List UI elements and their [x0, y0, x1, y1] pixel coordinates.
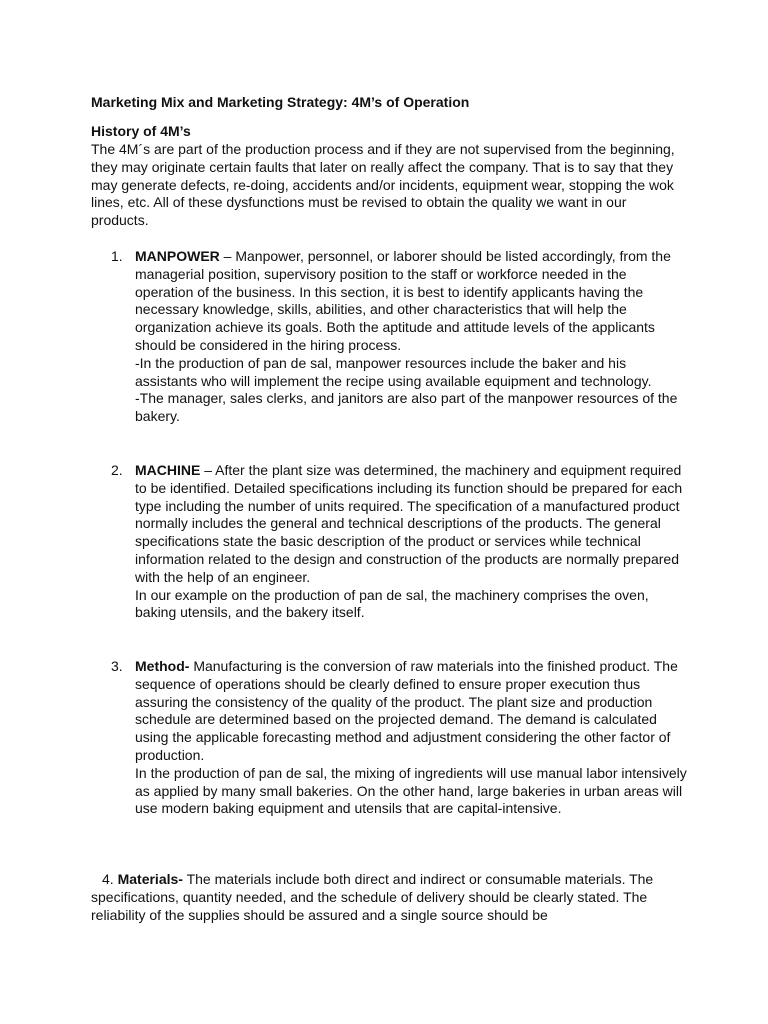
list-item-body: The materials include both direct and indirect or consumable materials. The specifications, quantity needed, and the schedule of delivery should be clearly stated. The reliability of the supplies should be assured and a single source should be	[91, 871, 654, 923]
list-item-body: – Manpower, personnel, or laborer should be listed accordingly, from the managerial position, supervisory position to the staff or workforce needed in the operation of the business. In this section, it is best to identify applicants having the necessary knowledge, skills, abilities, and other characteristics that will help the organization achieve its goals. Both the aptitude and attitude levels of the applicants should be considered in the hiring process.	[135, 248, 671, 353]
list-item-note: In our example on the production of pan de sal, the machinery comprises the oven, baking utensils, and the bakery itself.	[135, 586, 649, 621]
list-item-text	[135, 248, 687, 355]
list-item-number: 3.	[111, 658, 123, 674]
list-item-manpower	[111, 248, 687, 426]
page-title: Marketing Mix and Marketing Strategy: 4M’s of Operation	[91, 94, 470, 110]
list-item-number: 1.	[111, 248, 123, 264]
list-item-machine	[111, 462, 687, 622]
list-item-body: Manufacturing is the conversion of raw materials into the finished product. The sequence of operations should be clearly defined to ensure proper execution thus assuring the consistency of the quality of the product. The plant size and production schedule are determined based on the projected demand. The demand is calculated using the applicable forecasting method and adjustment considering the other factor of production.	[135, 658, 678, 763]
section-heading-history: History of 4M’s	[91, 123, 191, 139]
intro-paragraph: The 4M´s are part of the production process and if they are not supervised from the beginning, they may originate certain faults that later on really affect the company. That is to say that they may generate defects, re-doing, accidents and/or incidents, equipment wear, stopping the wok lines, etc. All of these dysfunctions must be revised to obtain the quality we want in our products.	[91, 141, 675, 229]
list-item-body: – After the plant size was determined, the machinery and equipment required to be identified. Detailed specifications including its function should be prepared for each type including the number of units required. The specification of a manufactured product normally includes the general and technical descriptions of the products. The general specifications state the basic description of the product or services while technical information related to the design and construction of the products are normally prepared with the help of an engineer.	[135, 462, 683, 585]
list-item-text	[135, 658, 687, 765]
list-item-term: Method-	[135, 658, 190, 674]
list-item-number: 2.	[111, 462, 123, 478]
list-item-note: -In the production of pan de sal, manpower resources include the baker and his assistants who will implement the recipe using available equipment and technology.	[135, 354, 652, 389]
list-item-note: In the production of pan de sal, the mixing of ingredients will use manual labor intensively as applied by many small bakeries. On the other hand, large bakeries in urban areas will use modern baking equipment and utensils that are capital-intensive.	[135, 764, 687, 817]
list-item-note: -The manager, sales clerks, and janitors are also part of the manpower resources of the bakery.	[135, 390, 678, 425]
list-item-materials	[91, 871, 675, 924]
list-item-text	[135, 462, 687, 587]
list-item-term: MACHINE	[135, 462, 201, 478]
list-item-term: Materials-	[117, 871, 183, 887]
list-item-term: MANPOWER	[135, 248, 220, 264]
list-item-method	[111, 658, 687, 818]
list-item-number: 4.	[102, 871, 114, 887]
